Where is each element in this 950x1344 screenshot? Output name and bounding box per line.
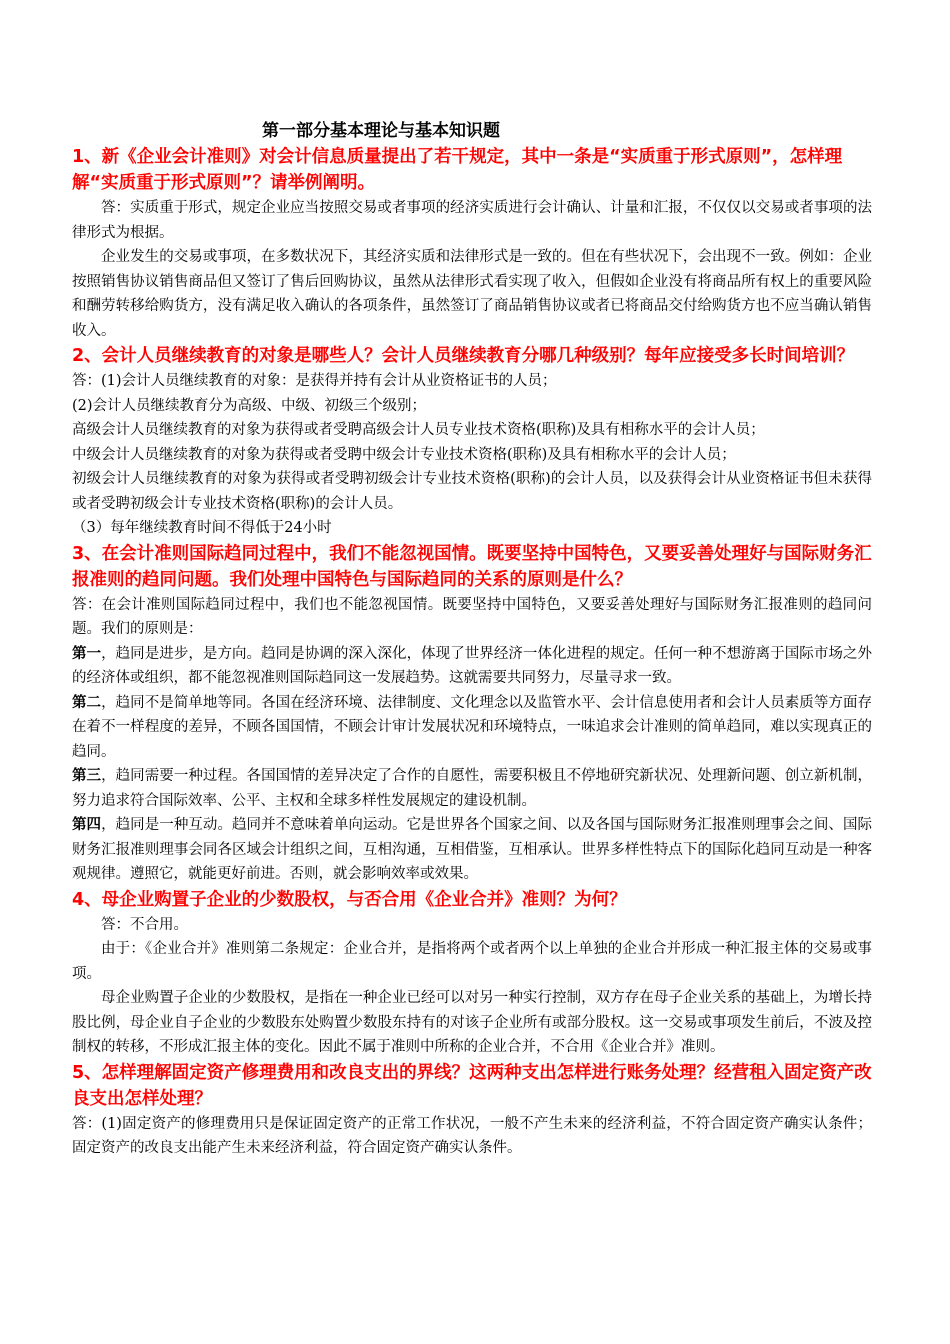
answer-1-para: 答：实质重于形式，规定企业应当按照交易或者事项的经济实质进行会计确认、计量和汇报，不仅仅以交易或者事项的法律形式为根据。 [72,200,872,241]
point-text: ，趋同不是简单地等同。各国在经济环境、法律制度、文化理念以及监管水平、会计信息使用者和会计人员素质等方面存在着不一样程度的差异，不顾各国国情，不顾会计审计发展状况和环境特点，一味追求会计准则的简单趋同，难以实现真正的趋同。 [72,694,872,760]
document-page [72,118,872,1161]
point-lead: 第一 [72,645,102,662]
point-lead: 第三 [72,768,102,784]
answer-2-para: （3）每年继续教育时间不得低于24小时 [72,520,332,536]
answer-4-para: 答：不合用。 [101,916,188,933]
point-text: ，趋同是一种互动。趋同并不意味着单向运动。它是世界各个国家之间、以及各国与国际财务汇报准则理事会之间、国际财务汇报准则理事会同各区域会计组织之间，互相沟通，互相借鉴，互相承认。世界多样性特点下的国际化趋同互动是一种客观规律。遵照它，就能更好前进。否则，就会影响效率或效果。 [72,817,872,882]
point-text: ，趋同需要一种过程。各国国情的差异决定了合作的自愿性，需要积极且不停地研究新状况、处理新问题、创立新机制，努力追求符合国际效率、公平、主权和全球多样性发展规定的建设机制。 [72,768,872,809]
answer-2-para: 中级会计人员继续教育的对象为获得或者受聘中级会计专业技术资格(职称)及具有相称水平的会计人员； [72,446,736,463]
answer-5-para: 答：(1)固定资产的修理费用只是保证固定资产的正常工作状况，一般不产生未来的经济利益，不符合固定资产确实认条件；固定资产的改良支出能产生未来经济利益，符合固定资产确实认条件。 [72,1115,872,1156]
answer-2-para: 答：(1)会计人员继续教育的对象：是获得并持有会计从业资格证书的人员； [72,373,557,389]
answer-4-para: 母企业购置子企业的少数股权，是指在一种企业已经可以对另一种实行控制，双方存在母子企业关系的基础上，为增长持股比例，母企业自子企业的少数股东处购置少数股东持有的对该子企业所有或部分股权。这一交易或事项发生前后，不波及控制权的转移，不形成汇报主体的变化。因此不属于准则中所称的企业合并，不合用《企业合并》准则。 [72,990,872,1055]
question-2: 2、会计人员继续教育的对象是哪些人？会计人员继续教育分哪几种级别？每年应接受多长时间培训？ [72,346,855,366]
question-5: 5、怎样理解固定资产修理费用和改良支出的界线？这两种支出怎样进行账务处理？经营租入固定资产改良支出怎样处理？ [72,1062,872,1109]
document-title: 第一部分基本理论与基本知识题 [262,121,500,141]
question-4: 4、母企业购置子企业的少数股权，与否合用《企业合并》准则？为何？ [72,889,627,910]
answer-3-intro: 答：在会计准则国际趋同过程中，我们也不能忽视国情。既要坚持中国特色，又要妥善处理好与国际财务汇报准则的趋同问题。我们的原则是： [72,596,872,637]
answer-4-para: 由于：《企业合并》准则第二条规定：企业合并，是指将两个或者两个以上单独的企业合并形成一种汇报主体的交易或事项。 [72,941,872,982]
answer-3-point [72,642,872,691]
point-lead: 第二 [72,694,102,711]
answer-3-point [72,691,872,765]
answer-1-para: 企业发生的交易或事项，在多数状况下，其经济实质和法律形式是一致的。但在有些状况下，会出现不一致。例如：企业按照销售协议销售商品但又签订了售后回购协议，虽然从法律形式看实现了收入，但假如企业没有将商品所有权上的重要风险和酬劳转移给购货方，没有满足收入确认的各项条件，虽然签订了商品销售协议或者已将商品交付给购货方也不应当确认销售收入。 [72,249,872,339]
answer-2-para: (2)会计人员继续教育分为高级、中级、初级三个级别； [72,397,427,414]
answer-2-para: 初级会计人员继续教育的对象为获得或者受聘初级会计专业技术资格(职称)的会计人员，以及获得会计从业资格证书但未获得或者受聘初级会计专业技术资格(职称)的会计人员。 [72,471,872,512]
question-3: 3、在会计准则国际趋同过程中，我们不能忽视国情。既要坚持中国特色，又要妥善处理好与国际财务汇报准则的趋同问题。我们处理中国特色与国际趋同的关系的原则是什么？ [72,543,872,590]
answer-3-point [72,813,872,887]
point-text: ，趋同是进步，是方向。趋同是协调的深入深化，体现了世界经济一体化进程的规定。任何一种不想游离于国际市场之外的经济体或组织，都不能忽视准则国际趋同这一发展趋势。这就需要共同努力，尽量寻求一致。 [72,645,872,686]
answer-3-point [72,764,872,813]
answer-2-para: 高级会计人员继续教育的对象为获得或者受聘高级会计人员专业技术资格(职称)及具有相称水平的会计人员； [72,422,765,438]
question-1: 1、新《企业会计准则》对会计信息质量提出了若干规定，其中一条是“实质重于形式原则”，怎样理解“实质重于形式原则”？请举例阐明。 [72,147,843,193]
point-lead: 第四 [72,817,102,833]
